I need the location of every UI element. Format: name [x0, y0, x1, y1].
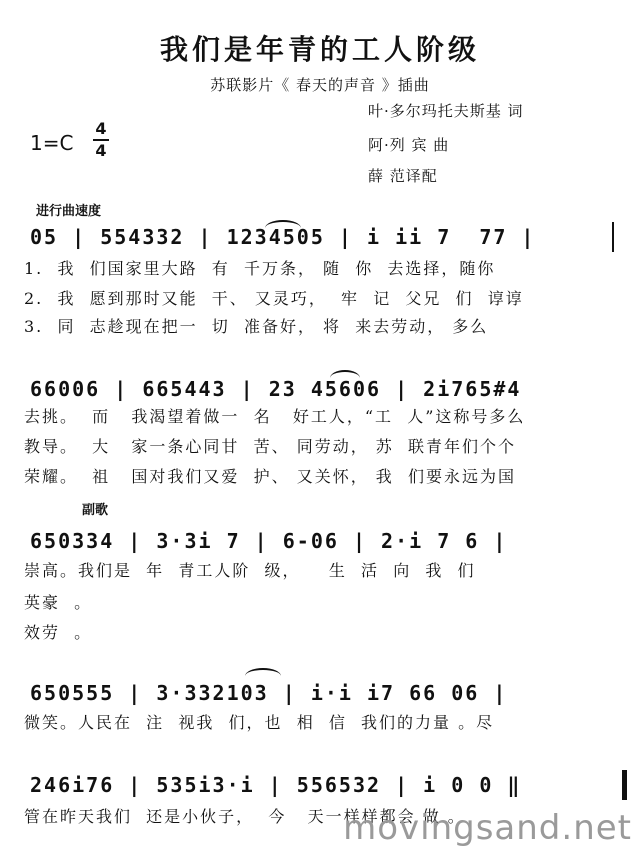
final-barline — [622, 770, 627, 800]
meter-bottom: 4 — [95, 141, 107, 160]
lyric-line-1-1: 1. 我 们国家里大路 有 千万条， 随 你 去选择，随你 — [24, 259, 496, 278]
lyric-line-2-1: 去挑。 而 我渴望着做一 名 好工人，“工 人”这称号多么 — [24, 407, 526, 426]
lyric-line-2-2: 教导。 大 家一条心同甘 苦、 同劳动， 苏 联青年们个个 — [24, 437, 516, 456]
notation-line-3: 650334 | 3·3i 7 | 6-06 | 2·i 7 6 | — [30, 529, 508, 553]
notation-line-1: 05 | 554332 | 1234505 | i ii 7 77 | — [30, 225, 536, 249]
key-signature: 1=C — [30, 131, 74, 155]
lyric-line-4-1: 微笑。人民在 注 视我 们，也 相 信 我们的力量 。尽 — [24, 713, 495, 732]
lyric-line-3-3: 效劳 。 — [24, 623, 93, 642]
lyric-line-3-1: 崇高。我们是 年 青工人阶 级， 生 活 向 我 们 — [24, 561, 476, 580]
tempo-marking: 进行曲速度 — [36, 204, 102, 219]
lyric-line-1-3: 3. 同 志趁现在把一 切 准备好， 将 来去劳动， 多么 — [24, 317, 489, 336]
composer-credit: 阿·列 宾 曲 — [368, 136, 450, 154]
song-title: 我们是年青的工人阶级 — [159, 33, 480, 66]
watermark: movingsand.net — [343, 808, 632, 848]
lyric-line-3-2: 英豪 。 — [24, 593, 93, 612]
meter-top: 4 — [95, 119, 107, 138]
lyric-line-2-3: 荣耀。 祖 国对我们又爱 护、 又关怀， 我 们要永远为国 — [24, 467, 516, 486]
arranger-credit: 薛 范译配 — [368, 167, 438, 185]
lyric-line-5-1: 管在昨天我们 还是小伙子， 今 天一样样都会 做 。 — [24, 807, 466, 826]
notation-line-2: 66006 | 665443 | 23 45606 | 2i765#4 — [30, 377, 522, 401]
notation-line-5: 246i76 | 535i3·i | 556532 | i 0 0 ‖ — [30, 773, 522, 797]
time-signature — [93, 120, 109, 160]
staff-end-line — [612, 222, 614, 252]
notation-line-4: 650555 | 3·332103 | i·i i7 66 06 | — [30, 681, 508, 705]
chorus-label: 副歌 — [82, 503, 109, 518]
lyric-line-1-2: 2. 我 愿到那时又能 干、 又灵巧， 牢 记 父兄 们 谆谆 — [24, 289, 524, 308]
song-subtitle: 苏联影片《 春天的声音 》插曲 — [210, 76, 430, 94]
lyricist-credit: 叶·多尔玛托夫斯基 词 — [368, 102, 524, 120]
